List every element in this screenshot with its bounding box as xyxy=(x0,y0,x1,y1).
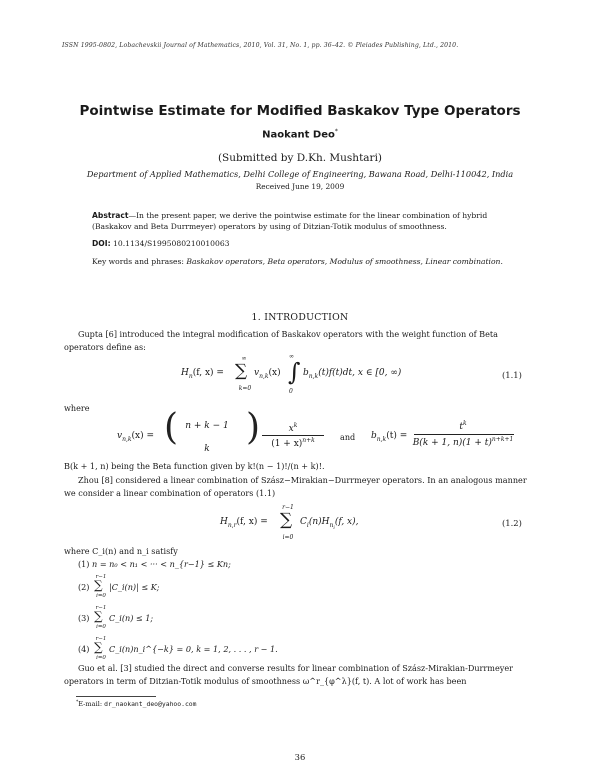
paper-title: Pointwise Estimate for Modified Baskakov Type Operators xyxy=(79,103,521,119)
condition-4-label: (4) xyxy=(78,644,90,654)
condition-3-text: C_i(n) ≤ 1; xyxy=(109,613,154,623)
keywords xyxy=(92,256,522,267)
binom-bottom: k xyxy=(204,444,210,454)
footnote xyxy=(76,700,197,708)
equation-1-2 xyxy=(220,517,268,529)
eq1-lhs-sub: n xyxy=(188,372,193,380)
binom-right-paren-icon: ) xyxy=(246,407,261,448)
abstract-text: —In the present paper, we derive the pointwise estimate for the linear combination of hybrid (Baskakov and Beta Durrmeyer) operators by using of Ditzian-Totik modulus of smoothness. xyxy=(92,211,488,231)
footnote-label: E-mail: xyxy=(78,700,103,709)
where-label-1: where xyxy=(64,403,90,413)
eq2-v-sub: n,k xyxy=(122,435,132,443)
eq1-lhs: H xyxy=(181,368,189,378)
frac2-numerator xyxy=(410,420,516,432)
eq1-integrand xyxy=(303,368,401,380)
eq2-b-sub: n,k xyxy=(376,435,387,443)
eq3-rhs-sub: i xyxy=(306,521,309,529)
eq1-integrand-sub: n,k xyxy=(308,372,319,380)
eq3-rhs xyxy=(300,517,359,531)
eq1-sum-top: ∞ xyxy=(241,355,247,362)
eq3-rhs-mid: (n)H xyxy=(308,517,330,527)
eq1-integrand-b: b xyxy=(303,368,309,378)
beta-function-line: B(k + 1, n) being the Beta function given by k!(n − 1)!/(n + k)!. xyxy=(64,461,325,471)
eq3-sum-icon: ∑ xyxy=(280,510,293,530)
affiliation: Department of Applied Mathematics, Delhi College of Engineering, Bawana Road, Delhi-110042, India xyxy=(86,169,514,179)
author-email-link[interactable]: dr_naokant_deo@yahoo.com xyxy=(104,700,197,709)
condition-2-sum-icon: ∑ xyxy=(94,578,103,592)
footnote-rule xyxy=(76,696,156,697)
section-heading: 1. INTRODUCTION xyxy=(251,312,349,323)
eq1-int-bottom: 0 xyxy=(289,388,293,395)
eq1-int-top: ∞ xyxy=(289,353,294,360)
frac2-den-sup: n+k+1 xyxy=(491,436,514,443)
frac2-num-t: t xyxy=(459,422,463,432)
frac1-denominator xyxy=(258,437,328,449)
eq2-v-args: (x) = xyxy=(131,431,155,441)
condition-4-sum-top: r−1 xyxy=(95,636,107,642)
eq3-lhs-sub: n,r xyxy=(227,521,237,529)
eq1-number: (1.1) xyxy=(502,370,522,380)
eq3-sum-top: r−1 xyxy=(282,504,294,511)
condition-4-sum-icon: ∑ xyxy=(94,640,103,654)
frac1-den-text: (1 + x) xyxy=(271,439,303,449)
condition-2-sum-top: r−1 xyxy=(95,574,107,580)
condition-3-sum-top: r−1 xyxy=(95,605,107,611)
frac2-denominator xyxy=(404,436,522,448)
frac1-num-x: x xyxy=(288,424,294,434)
eq3-rhs-c: C xyxy=(300,517,307,527)
eq1-term-sub: n,k xyxy=(259,372,269,380)
eq3-number: (1.2) xyxy=(502,518,522,528)
author-name xyxy=(0,128,600,140)
eq2-b: b xyxy=(371,431,377,441)
eq3-rhs-sub2: n xyxy=(329,521,334,529)
eq3-lhs: H xyxy=(220,517,228,527)
keywords-text: Baskakov operators, Beta operators, Modulus of smoothness, Linear combination. xyxy=(186,257,503,266)
doi xyxy=(92,239,230,248)
frac2-num-sup: k xyxy=(462,420,467,427)
binom-left-paren-icon: ( xyxy=(164,407,179,448)
eq1-term xyxy=(254,368,281,380)
eq1-sum-icon: ∑ xyxy=(235,361,248,381)
eq3-rhs-sub3: i xyxy=(333,525,335,531)
abstract xyxy=(92,210,522,232)
eq1-lhs-args: (f, x) = xyxy=(192,368,224,378)
condition-1 xyxy=(78,559,231,569)
eq3-lhs-args: (f, x) = xyxy=(236,517,268,527)
binom-top: n + k − 1 xyxy=(185,421,229,431)
eq1-term-args: (x) xyxy=(268,368,281,378)
eq1-integral-icon: ∫ xyxy=(288,358,301,386)
paragraph-guo: Guo et al. [3] studied the direct and converse results for linear combination of Szász-Mirakian-Durrmeyer operators in term of Ditzian-Totik modulus of smoothness ω^r_{φ^λ}(f, t). A lot of work has been xyxy=(64,663,513,686)
eq3-sum-bottom: i=0 xyxy=(282,534,294,541)
condition-3-sum-bottom: i=0 xyxy=(96,624,106,630)
author-footnote-mark: * xyxy=(334,128,338,135)
condition-3-label: (3) xyxy=(78,613,90,623)
running-header: ISSN 1995-0802, Lobachevskii Journal of Mathematics, 2010, Vol. 31, No. 1, pp. 36–42. © Pleiades Publishing, Ltd., 2010. xyxy=(62,42,459,49)
doi-label: DOI: xyxy=(92,239,111,248)
frac2-bar xyxy=(414,434,514,435)
frac1-den-sup: n+k xyxy=(302,437,315,444)
footnote-mark: * xyxy=(76,700,79,705)
eq2-and: and xyxy=(340,432,356,442)
condition-2-text: |C_i(n)| ≤ K; xyxy=(109,582,160,592)
condition-3-sum-icon: ∑ xyxy=(94,609,103,623)
frac1-bar xyxy=(262,435,324,436)
eq1-term-v: v xyxy=(254,368,260,378)
condition-1-text: n = n₀ < n₁ < ··· < n_{r−1} ≤ Kn; xyxy=(92,559,231,569)
submitted-by: (Submitted by D.Kh. Mushtari) xyxy=(217,152,383,164)
doi-value[interactable]: 10.1134/S1995080210010063 xyxy=(113,239,230,248)
keywords-label: Key words and phrases: xyxy=(92,257,184,266)
where-label-2: where C_i(n) and n_i satisfy xyxy=(64,546,178,556)
received-date: Received June 19, 2009 xyxy=(255,182,345,191)
condition-4-sum-bottom: i=0 xyxy=(96,655,106,661)
eq1-sum-bottom: k=0 xyxy=(238,385,252,392)
frac2-den-text: B(k + 1, n)(1 + t) xyxy=(412,438,492,448)
condition-4-text: C_i(n)n_i^{−k} = 0, k = 1, 2, . . . , r − 1. xyxy=(109,644,278,654)
eq2-b-def xyxy=(371,431,407,443)
condition-2-sum-bottom: i=0 xyxy=(96,593,106,599)
eq1-integrand-rest: (t)f(t)dt, x ∈ [0, ∞) xyxy=(318,368,402,378)
paragraph-zhou: Zhou [8] considered a linear combination of Szász−Mirakian−Durrmeyer operators. In an analogous manner we consider a linear combination of operators (1.1) xyxy=(64,475,527,498)
eq3-rhs-end: (f, x), xyxy=(334,517,359,527)
frac1-numerator xyxy=(260,422,326,434)
abstract-label: Abstract xyxy=(92,211,129,220)
condition-2-label: (2) xyxy=(78,582,90,592)
eq2-b-args: (t) = xyxy=(386,431,408,441)
author-name-text: Naokant Deo xyxy=(262,129,335,141)
frac1-num-sup: k xyxy=(293,422,298,429)
eq2-v: v xyxy=(117,431,123,441)
equation-1-1 xyxy=(181,368,224,380)
page-number: 36 xyxy=(294,752,306,762)
paragraph-intro: Gupta [6] introduced the integral modification of Baskakov operators with the weight function of Beta operators define as: xyxy=(64,329,498,352)
condition-1-label: (1) xyxy=(78,559,90,569)
eq2-v-def xyxy=(117,431,154,443)
